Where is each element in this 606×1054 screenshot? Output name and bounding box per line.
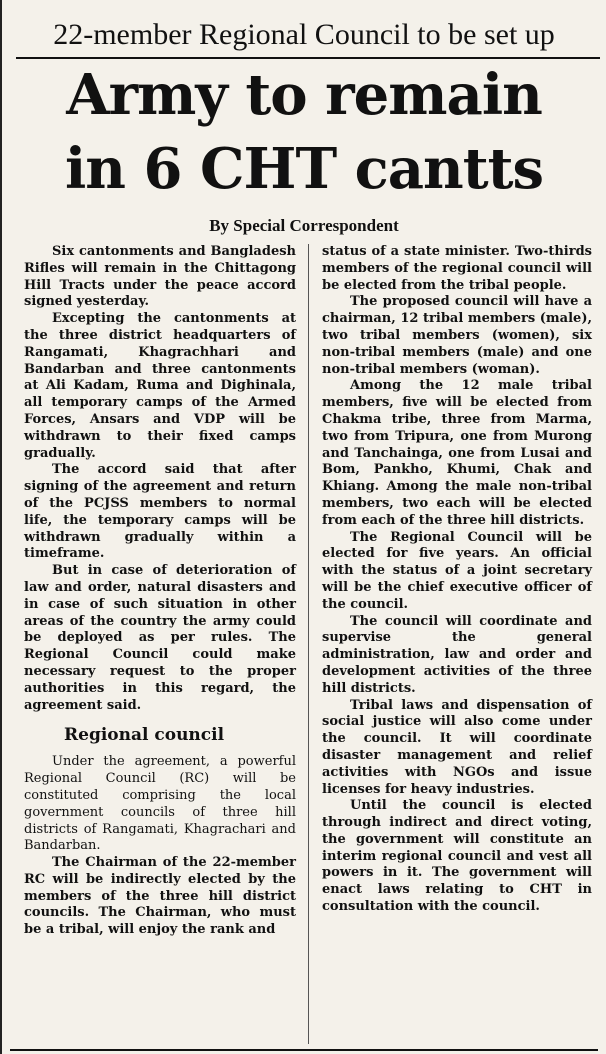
headline-line-2: in 6 CHT cantts <box>65 136 543 202</box>
article-paragraph: But in case of deterioration of law and order, natural disasters and in case of such situation in other areas of the country the army could be deployed as per rules. The Regional Council could make necessary request to the proper authorities in this regard, the agreement said. <box>24 563 296 713</box>
headline-line-1: Army to remain <box>66 62 542 128</box>
article-paragraph: The council will coordinate and supervise the general administration, law and order and development activities of the three hill districts. <box>322 613 592 696</box>
bottom-rule <box>10 1049 598 1051</box>
left-column <box>24 244 296 939</box>
article-paragraph: The Regional Council will be elected for five years. An official with the status of a joint secretary will be the chief executive officer of the council. <box>322 529 592 612</box>
article-paragraph: The proposed council will have a chairman, 12 tribal members (male), two tribal members (women), six non-tribal members (male) and one non-tribal members (woman). <box>322 294 592 377</box>
right-column <box>322 244 592 916</box>
article-paragraph: The Chairman of the 22-member RC will be indirectly elected by the members of the three hill district councils. The Chairman, who must be a tribal, will enjoy the rank and <box>24 855 296 938</box>
byline: By Special Correspondent <box>209 216 399 235</box>
article-paragraph: Excepting the cantonments at the three district headquarters of Rangamati, Khagrachhari and Bandarban and three cantonments at Ali Kadam, Ruma and Dighinala, all temporary camps of the Armed Forces, Ansars and VDP will be withdrawn to their fixed camps gradually. <box>24 311 296 461</box>
kicker-headline: 22-member Regional Council to be set up <box>53 18 555 51</box>
main-headline <box>10 58 598 206</box>
article-paragraph: Under the agreement, a powerful Regional Council (RC) will be constituted comprising the local government councils of three hill districts of Rangamati, Khagrachari and Bandarban. <box>24 754 296 854</box>
article-paragraph: Among the 12 male tribal members, five will be elected from Chakma tribe, three from Marma, two from Tripura, one from Murong and Tanchainga, one from Lusai and Bom, Pankho, Khumi, Chak and Khiang. Among the male non-tribal members, two each will be elected from each of the three hill districts. <box>322 378 592 528</box>
article-paragraph: Until the council is elected through indirect and direct voting, the government will constitute an interim regional council and vest all powers in it. The government will enact laws relating to CHT in consultation with the council. <box>322 798 592 915</box>
column-divider <box>308 244 309 1044</box>
article-paragraph: The accord said that after signing of the agreement and return of the PCJSS members to normal life, the temporary camps will be withdrawn gradually within a timeframe. <box>24 462 296 562</box>
article-paragraph: status of a state minister. Two-thirds members of the regional council will be elected from the tribal people. <box>322 244 592 293</box>
section-subhead: Regional council <box>64 725 225 746</box>
article-paragraph: Tribal laws and dispensation of social justice will also come under the council. It will coordinate disaster management and relief activities with NGOs and issue licenses for heavy industries. <box>322 697 592 797</box>
article-paragraph: Six cantonments and Bangladesh Rifles will remain in the Chittagong Hill Tracts under the peace accord signed yesterday. <box>24 244 296 310</box>
